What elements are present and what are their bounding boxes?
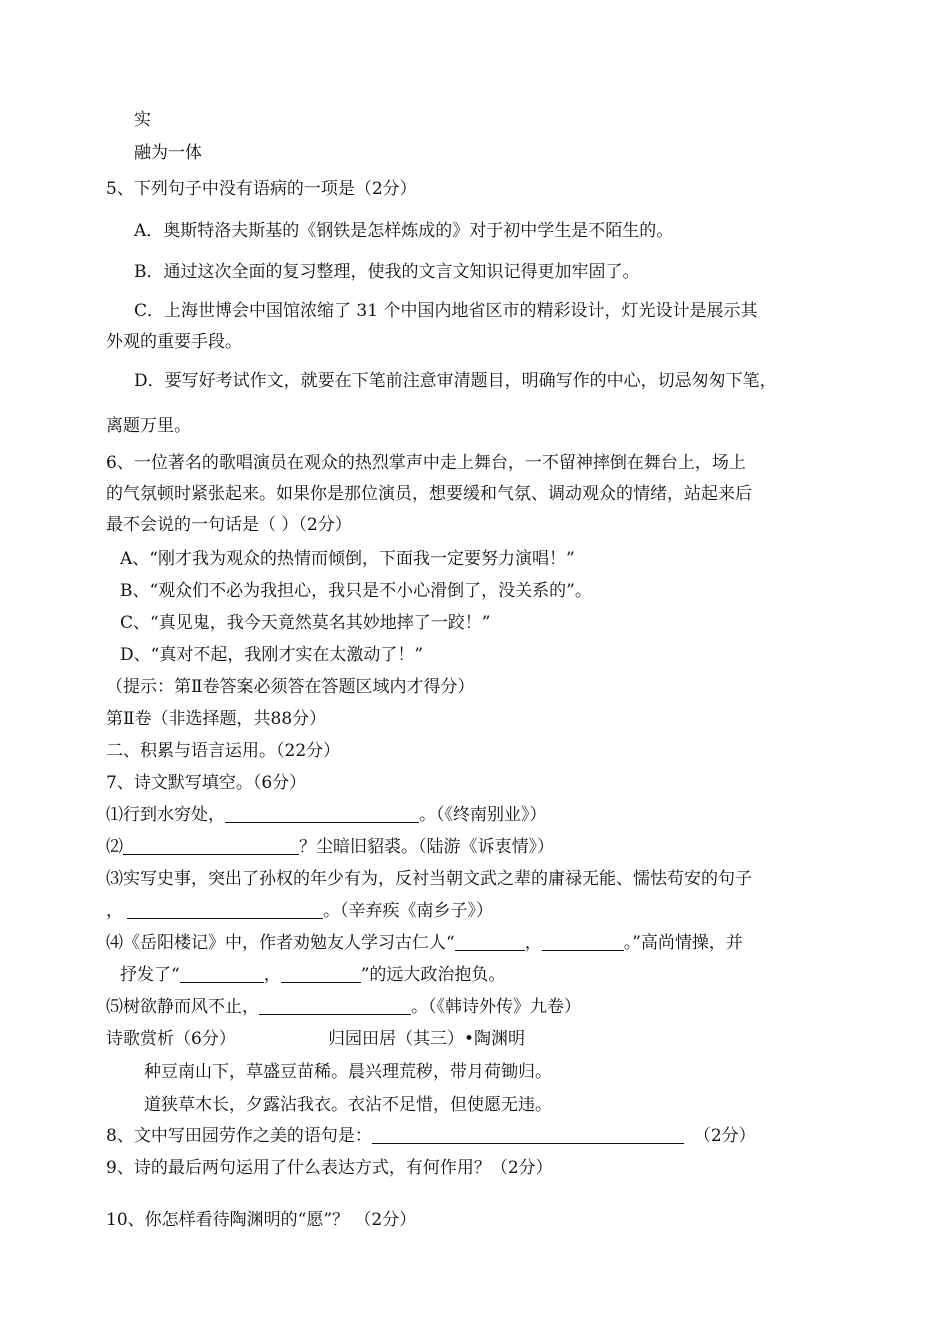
poem-title: 归园田居（其三）•陶渊明 <box>328 1029 526 1049</box>
q6-stem-2: 的气氛顿时紧张起来。如果你是那位演员，想要缓和气氛、调动观众的情绪，站起来后 <box>106 484 752 504</box>
answer-hint: （提示：第Ⅱ卷答案必须答在答题区域内才得分） <box>106 677 475 697</box>
q6-option-d: D、“真对不起，我刚才实在太激动了！” <box>120 645 424 665</box>
q5-option-b: B．通过这次全面的复习整理，使我的文言文知识记得更加牢固了。 <box>134 262 640 282</box>
q7-item-5-suffix: 。（《韩诗外传》九卷） <box>411 997 581 1017</box>
q7-item-1-suffix: 。（《终南别业》） <box>419 805 547 825</box>
q6-option-c: C、“真见鬼，我今天竟然莫名其妙地摔了一跤！” <box>120 613 491 633</box>
q9-stem: 9、诗的最后两句运用了什么表达方式，有何作用？（2分） <box>106 1158 553 1178</box>
q7-item-4-blank-3[interactable] <box>180 964 264 983</box>
q7-item-5 <box>106 995 581 1019</box>
prev-fragment-2: 融为一体 <box>134 143 202 163</box>
q7-item-5-blank[interactable] <box>259 996 411 1015</box>
q7-item-4-line-2 <box>120 963 505 987</box>
q7-item-4-blank-1[interactable] <box>455 932 525 951</box>
q7-stem: 7、诗文默写填空。（6分） <box>106 773 307 793</box>
q7-item-4b-comma: ， <box>263 965 281 985</box>
q7-item-4-comma: ， <box>524 933 542 953</box>
q7-item-3-suffix: 。（辛弃疾《南乡子》） <box>323 901 493 921</box>
q5-option-c-cont: 外观的重要手段。 <box>106 332 242 352</box>
section-2-heading: 二、积累与语言运用。（22分） <box>106 741 341 761</box>
q5-option-d-cont: 离题万里。 <box>106 416 191 436</box>
q6-option-b: B、“观众们不必为我担心，我只是不小心滑倒了，没关系的”。 <box>120 581 592 601</box>
q7-item-4b-prefix: 抒发了“ <box>120 965 180 985</box>
q5-option-d: D．要写好考试作文，就要在下笔前注意审清题目，明确写作的中心，切忌匆匆下笔， <box>134 371 777 391</box>
q6-option-a: A、“刚才我为观众的热情而倾倒，下面我一定要努力演唱！” <box>120 549 575 569</box>
q7-item-4-blank-4[interactable] <box>281 964 361 983</box>
poem-section-label: 诗歌赏析（6分） <box>106 1029 236 1049</box>
q6-stem-1: 6、一位著名的歌唱演员在观众的热烈掌声中走上舞台，一不留神摔倒在舞台上，场上 <box>106 453 746 473</box>
q7-item-4 <box>106 931 743 955</box>
q7-item-2-suffix: ？尘暗旧貂裘。（陆游《诉衷情》） <box>299 837 554 857</box>
q6-stem-3: 最不会说的一句话是（ ）（2分） <box>106 515 352 535</box>
prev-fragment-1: 实 <box>134 110 151 130</box>
q5-option-a: A．奥斯特洛夫斯基的《钢铁是怎样炼成的》对于初中学生是不陌生的。 <box>134 221 674 241</box>
q7-item-1-blank[interactable] <box>225 804 419 823</box>
q7-item-5-prefix: ⑸树欲静而风不止， <box>106 997 259 1017</box>
q7-item-3-stem: ⑶实写史事，突出了孙权的年少有为，反衬当朝文武之辈的庸禄无能、懦怯苟安的句子 <box>106 869 752 889</box>
q7-item-4-suffix: 。”高尚情操，并 <box>623 933 743 953</box>
q7-item-4-prefix: ⑷《岳阳楼记》中，作者劝勉友人学习古仁人“ <box>106 933 455 953</box>
q7-item-1 <box>106 803 547 827</box>
q8-stem: 8、文中写田园劳作之美的语句是： <box>106 1126 372 1146</box>
q7-item-3-blank[interactable] <box>127 900 323 919</box>
q7-item-1-prefix: ⑴行到水穷处， <box>106 805 225 825</box>
q7-item-3-prefix: ， <box>106 901 123 921</box>
q7-item-4-blank-2[interactable] <box>542 932 624 951</box>
poem-line-2: 道狭草木长，夕露沾我衣。衣沾不足惜，但使愿无违。 <box>144 1095 552 1115</box>
q5-stem: 5、下列句子中没有语病的一项是（2分） <box>106 179 417 199</box>
q7-item-2-prefix: ⑵ <box>106 837 123 857</box>
q7-item-4b-suffix: ”的远大政治抱负。 <box>360 965 506 985</box>
q8-blank[interactable] <box>372 1125 684 1144</box>
q8-points: （2分） <box>693 1126 756 1146</box>
poem-line-1: 种豆南山下，草盛豆苗稀。晨兴理荒秽，带月荷锄归。 <box>144 1062 552 1082</box>
q7-item-3 <box>106 899 493 923</box>
q10-stem: 10、你怎样看待陶渊明的“愿”？ （2分） <box>106 1210 417 1230</box>
volume-2-heading: 第Ⅱ卷（非选择题，共88分） <box>106 709 327 729</box>
q8 <box>106 1124 756 1148</box>
q7-item-2 <box>106 835 554 859</box>
q7-item-2-blank[interactable] <box>123 836 299 855</box>
q5-option-c: C．上海世博会中国馆浓缩了 31 个中国内地省区市的精彩设计，灯光设计是展示其 <box>134 301 758 321</box>
